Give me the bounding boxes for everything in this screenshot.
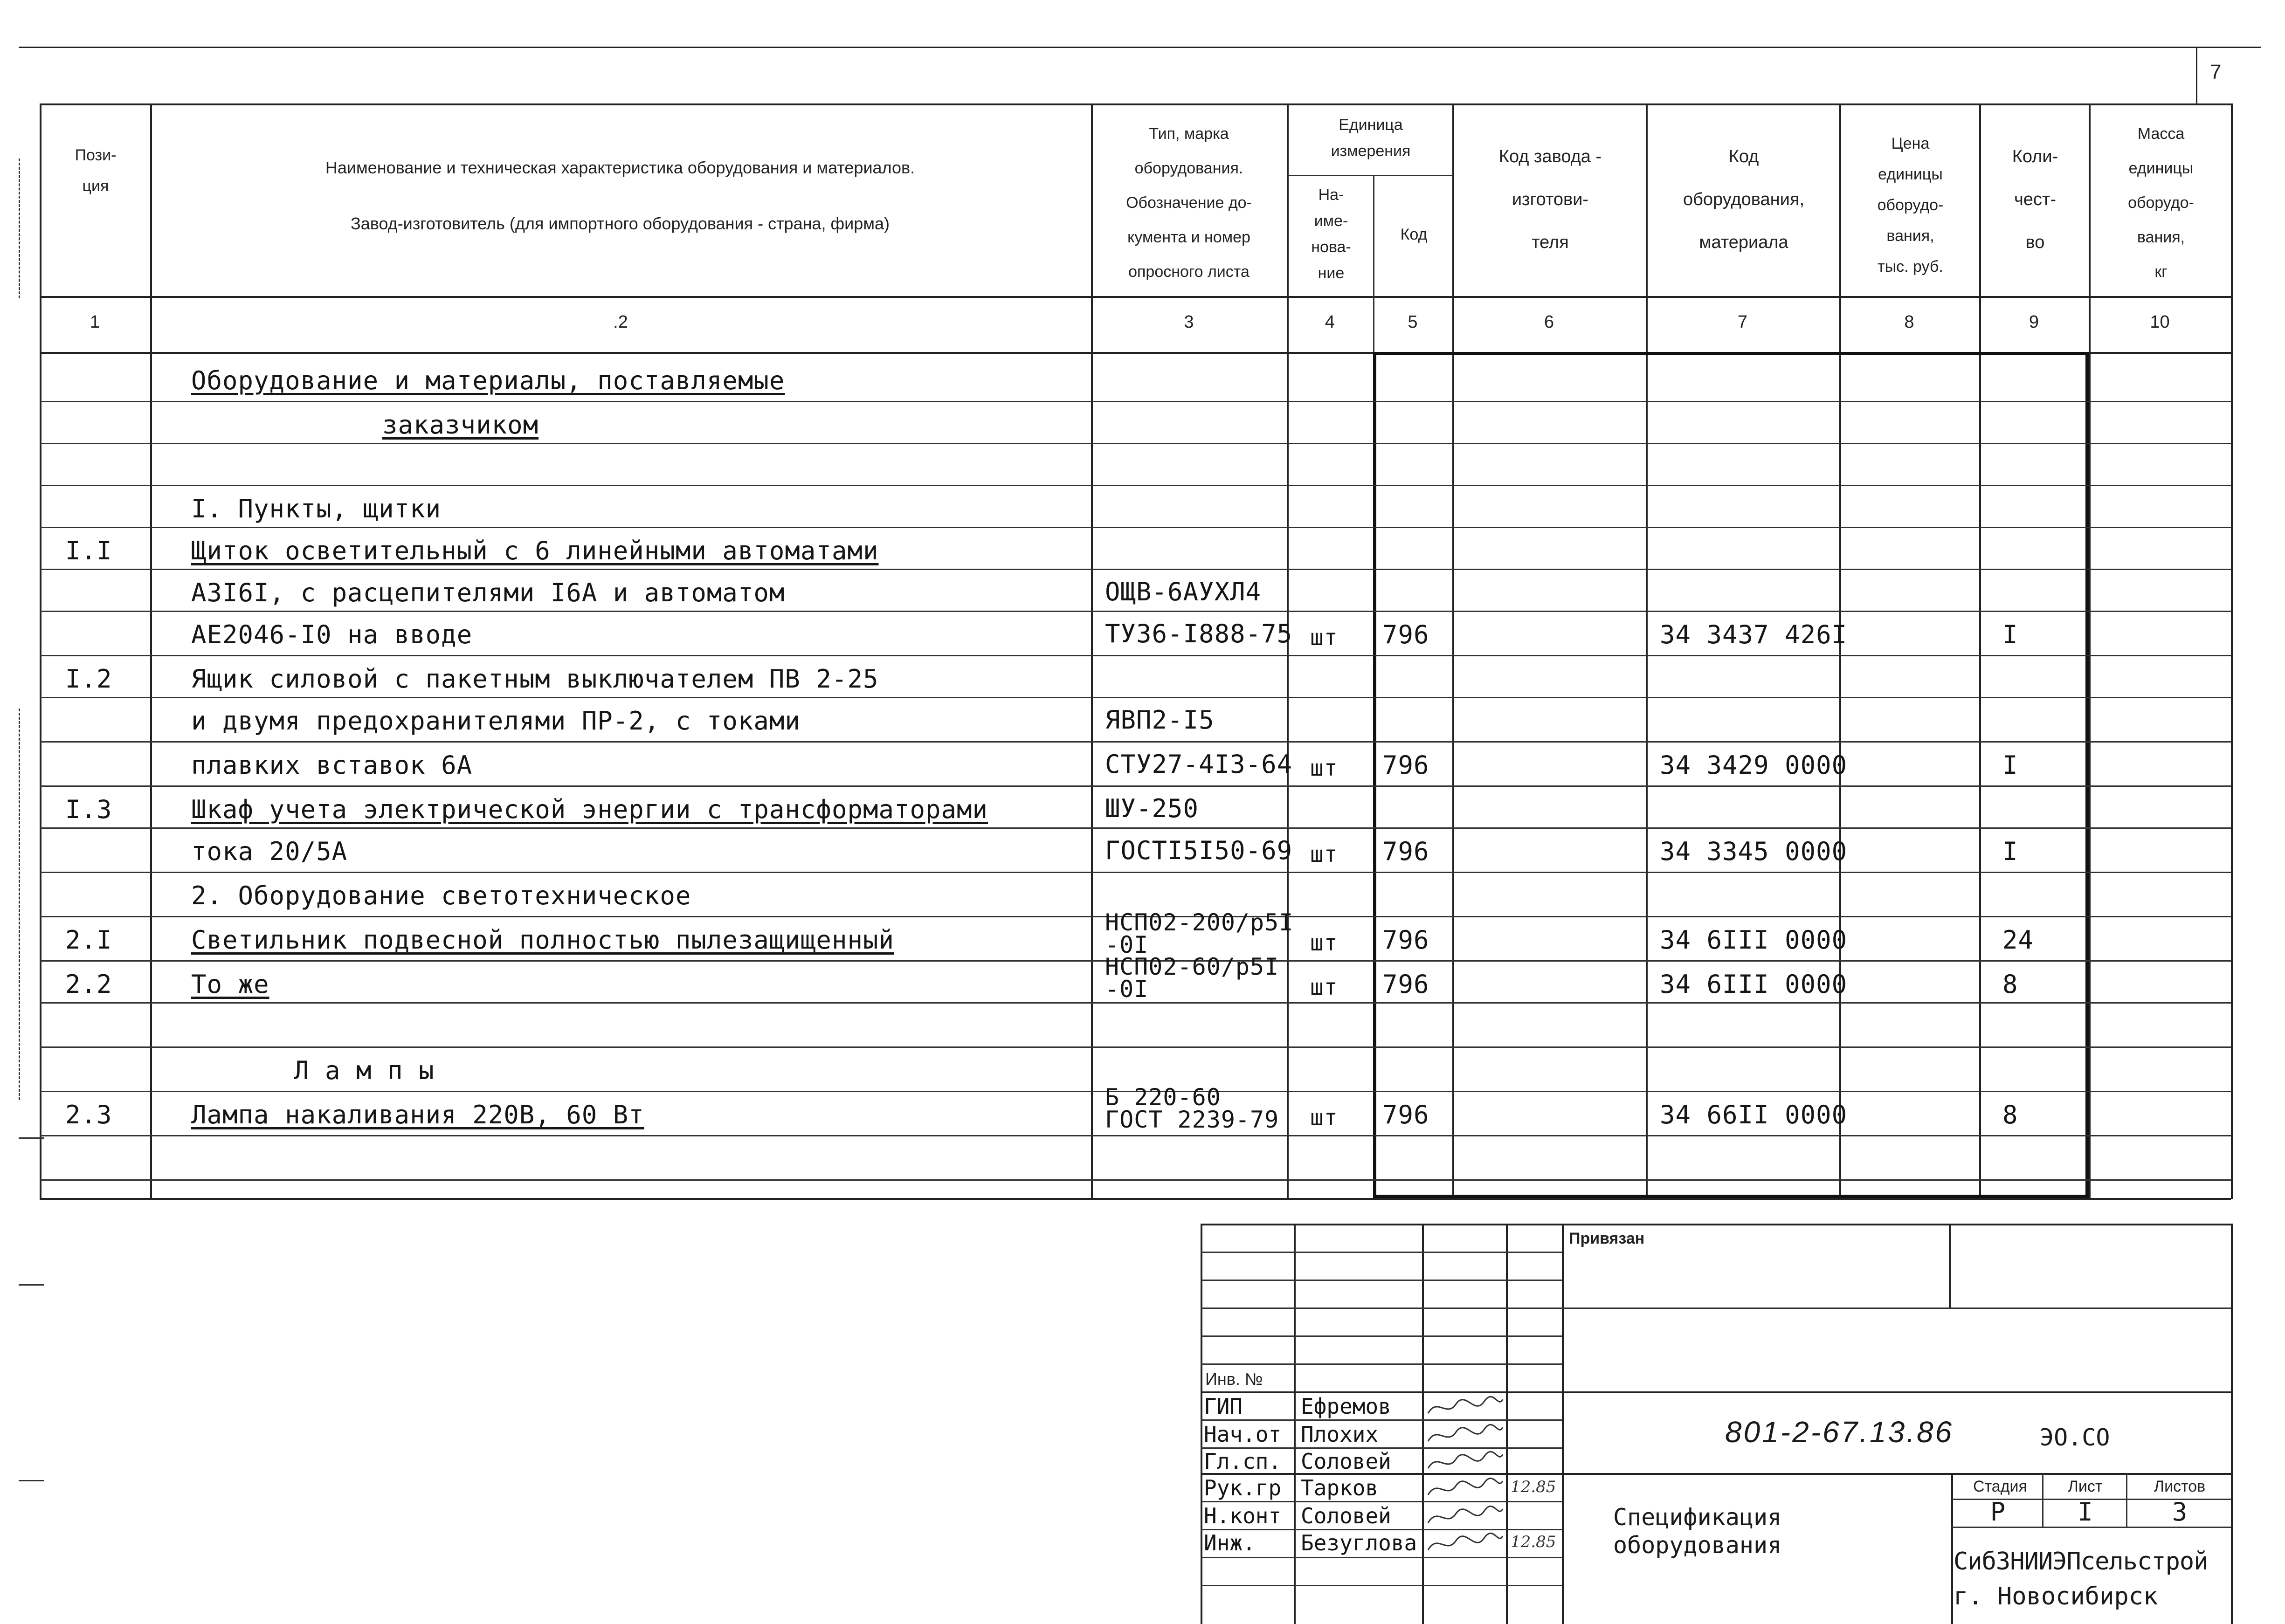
unit-group-divider	[1287, 175, 1452, 176]
header-name: Наименование и техническая характеристика оборудования и материалов. Завод-изготовитель (для импортного оборудования - страна, фирма)	[325, 158, 915, 233]
approval-date: 12.85	[1511, 1533, 1556, 1551]
approver-role: Инж.	[1204, 1530, 1256, 1555]
row-name: тока 20/5А	[191, 837, 348, 866]
col-line-3	[1287, 103, 1289, 1199]
stamp-r7	[1201, 1419, 1562, 1421]
approval-date: 12.85	[1511, 1478, 1556, 1496]
colnum-7: 7	[1737, 312, 1748, 332]
stamp-top	[1201, 1224, 2231, 1225]
doc-number: 801-2-67.13.86	[1725, 1415, 1954, 1449]
sheets-value: 3	[2172, 1497, 2188, 1527]
stamp-r2	[1201, 1280, 1562, 1281]
col-line-10	[2231, 103, 2233, 1199]
left-tick-1	[19, 1137, 44, 1139]
stamp-bound-divider	[1949, 1224, 1951, 1307]
stamp-stage-bottom	[1951, 1527, 2231, 1528]
row-unit: шт	[1310, 930, 1338, 956]
stamp-r6	[1201, 1391, 2231, 1393]
row-name: Лампа накаливания 220В, 60 Вт	[191, 1100, 644, 1129]
approver-name: Тарков	[1301, 1475, 1379, 1500]
stamp-left	[1201, 1224, 1202, 1624]
header-equip-code: Код оборудования, материала	[1683, 147, 1805, 252]
approver-role: Рук.гр	[1204, 1475, 1282, 1500]
org-name: СибЗНИИЭПсельстрой	[1954, 1548, 2208, 1576]
header-plant-code: Код завода - изготови- теля	[1498, 147, 1602, 252]
stamp-right	[2231, 1224, 2233, 1624]
stamp-sheet-col	[2126, 1473, 2127, 1527]
row-unit-code: 796	[1382, 620, 1429, 649]
row-name: 2. Оборудование светотехническое	[191, 881, 691, 910]
stage-value: Р	[1990, 1497, 2006, 1527]
row-name: А3I6I, с расцепителями I6А и автоматом	[191, 578, 785, 607]
header-mass: Масса единицы оборудо- вания, кг	[2128, 125, 2194, 281]
stamp-org-divider	[1951, 1473, 1953, 1624]
row-divider	[40, 872, 2231, 873]
row-divider	[40, 485, 2231, 486]
row-divider	[40, 741, 2231, 743]
row-divider	[40, 443, 2231, 444]
row-equip-code: 34 3345 0000	[1660, 837, 1848, 866]
row-name: АЕ2046-I0 на вводе	[191, 620, 473, 649]
row-position: 2.I	[65, 925, 112, 955]
col-line-1	[150, 103, 152, 1199]
stamp-col-4	[1562, 1224, 1564, 1624]
row-name: Л а м п ы	[294, 1056, 435, 1085]
row-unit-code: 796	[1382, 837, 1429, 866]
stage-label: Стадия	[1973, 1478, 2027, 1495]
row-name: Оборудование и материалы, поставляемые	[191, 366, 785, 395]
approver-name: Ефремов	[1301, 1394, 1391, 1419]
colnum-6: 6	[1544, 312, 1554, 332]
row-name: То же	[191, 970, 269, 999]
col-line-0	[40, 103, 41, 1199]
colnum-4: 4	[1325, 312, 1335, 332]
left-tick-3	[19, 1480, 44, 1481]
signature-scribble	[1426, 1504, 1505, 1530]
stamp-r5	[1201, 1363, 1562, 1365]
approver-name: Безуглова	[1301, 1530, 1417, 1555]
table-bottom-border	[40, 1198, 2231, 1200]
row-equip-code: 34 3429 0000	[1660, 750, 1848, 780]
signature-scribble	[1426, 1423, 1505, 1448]
row-qty: I	[2002, 620, 2018, 649]
colnum-9: 9	[2029, 312, 2039, 332]
approver-name: Плохих	[1301, 1422, 1379, 1447]
row-name: заказчиком	[382, 410, 539, 440]
row-unit: шт	[1310, 755, 1338, 781]
row-qty: 8	[2002, 1100, 2018, 1129]
colnum-2: .2	[613, 312, 628, 332]
row-divider	[40, 1135, 2231, 1136]
sheet-value: I	[2078, 1497, 2093, 1527]
header-bottom-border	[40, 296, 2231, 298]
row-unit: шт	[1310, 1105, 1338, 1131]
top-rule	[19, 47, 2261, 48]
table-top-border	[40, 103, 2231, 105]
org-city: г. Новосибирск	[1954, 1583, 2158, 1610]
row-type: ОЩВ-6АУХЛ4	[1105, 577, 1262, 606]
doc-suffix: ЭО.СО	[2040, 1424, 2110, 1451]
row-qty: I	[2002, 750, 2018, 780]
row-divider	[40, 611, 2231, 612]
row-type: Б 220-60 ГОСТ 2239-79	[1105, 1084, 1279, 1133]
doc-title: Спецификация оборудования	[1613, 1504, 1782, 1559]
row-unit: шт	[1310, 841, 1338, 867]
row-type: НСП02-200/р5I -0I	[1105, 909, 1294, 958]
left-tick-2	[19, 1284, 44, 1286]
row-divider	[40, 1046, 2231, 1048]
row-unit-code: 796	[1382, 925, 1429, 955]
approver-role: ГИП	[1204, 1394, 1243, 1419]
row-unit-code: 796	[1382, 970, 1429, 999]
corner-box-line	[2196, 47, 2197, 105]
stamp-r10	[1201, 1501, 1562, 1502]
row-name: и двумя предохранителями ПР-2, с токами	[191, 706, 801, 736]
stamp-col-3	[1506, 1224, 1508, 1624]
row-position: 2.3	[65, 1100, 112, 1129]
sheet-label: Лист	[2068, 1478, 2103, 1495]
row-qty: 24	[2002, 925, 2034, 955]
row-name: Шкаф учета электрической энергии с трансформаторами	[191, 795, 988, 824]
stamp-r1	[1201, 1252, 1562, 1253]
colnum-8: 8	[1904, 312, 1914, 332]
row-divider	[40, 655, 2231, 656]
row-name: плавких вставок 6А	[191, 750, 473, 780]
row-type: НСП02-60/р5I -0I	[1105, 953, 1279, 1003]
row-type: ТУ36-I888-75	[1105, 619, 1293, 648]
row-position: I.2	[65, 664, 112, 694]
colnum-5: 5	[1408, 312, 1418, 332]
row-type: ГОСТI5I50-69	[1105, 836, 1293, 865]
row-type: ШУ-250	[1105, 794, 1199, 823]
colnum-10: 10	[2150, 312, 2170, 332]
row-divider	[40, 827, 2231, 829]
row-unit: шт	[1310, 974, 1338, 1000]
corner-mark: 7	[2210, 61, 2222, 83]
header-unit-code: Код	[1400, 226, 1428, 243]
approver-role: Нач.от	[1204, 1422, 1282, 1447]
row-unit-code: 796	[1382, 750, 1429, 780]
stamp-col-2	[1422, 1224, 1424, 1624]
colnum-1: 1	[90, 312, 100, 332]
header-position: Пози- ция	[75, 146, 117, 195]
signature-scribble	[1426, 1395, 1505, 1420]
stamp-r3	[1201, 1307, 2231, 1309]
colnum-3: 3	[1184, 312, 1194, 332]
approver-role: Гл.сп.	[1204, 1449, 1282, 1474]
row-position: I.3	[65, 795, 112, 824]
header-unit-group: Единица измерения	[1331, 116, 1411, 160]
stamp-stage-col	[2042, 1473, 2043, 1527]
left-margin-mark-top	[19, 158, 20, 298]
row-equip-code: 34 6III 0000	[1660, 925, 1848, 955]
bound-label: Привязан	[1569, 1230, 1645, 1247]
stamp-r4	[1201, 1335, 1562, 1337]
row-name: Светильник подвесной полностью пылезащищенный	[191, 925, 894, 955]
stamp-r13	[1201, 1585, 1562, 1586]
row-unit-code: 796	[1382, 1100, 1429, 1129]
header-unit-name: На- име- нова- ние	[1311, 186, 1351, 282]
row-name: Щиток осветительный с 6 линейными автоматами	[191, 536, 879, 565]
row-name: Ящик силовой с пакетным выключателем ПВ 2-25	[191, 664, 879, 694]
row-equip-code: 34 3437 426I	[1660, 620, 1848, 649]
row-qty: I	[2002, 837, 2018, 866]
stamp-col-1	[1294, 1224, 1296, 1624]
row-divider	[40, 697, 2231, 698]
approver-role: Н.конт	[1204, 1503, 1282, 1528]
inv-label: Инв. №	[1205, 1369, 1263, 1389]
signature-scribble	[1426, 1476, 1505, 1502]
row-divider	[40, 785, 2231, 787]
row-unit: шт	[1310, 625, 1338, 651]
col-line-9	[2089, 103, 2091, 1199]
signature-scribble	[1426, 1531, 1505, 1557]
sheets-label: Листов	[2154, 1478, 2206, 1495]
row-equip-code: 34 6III 0000	[1660, 970, 1848, 999]
row-equip-code: 34 66II 0000	[1660, 1100, 1848, 1129]
row-type: ЯВП2-I5	[1105, 705, 1215, 735]
header-type: Тип, марка оборудования. Обозначение до- кумента и номер опросного листа	[1126, 125, 1252, 281]
stamp-r12	[1201, 1557, 1562, 1558]
row-divider	[40, 401, 2231, 402]
header-qty: Коли- чест- во	[2012, 147, 2058, 252]
row-divider	[40, 527, 2231, 528]
col-line-2	[1091, 103, 1093, 1199]
row-divider	[40, 569, 2231, 570]
approver-name: Соловей	[1301, 1503, 1391, 1528]
row-position: I.I	[65, 536, 112, 565]
row-name: I. Пункты, щитки	[191, 494, 442, 523]
row-type: СТУ27-4I3-64	[1105, 750, 1293, 779]
row-qty: 8	[2002, 970, 2018, 999]
header-price: Цена единицы оборудо- вания, тыс. руб.	[1877, 135, 1944, 275]
left-margin-mark-mid	[19, 709, 20, 1100]
signature-scribble	[1426, 1450, 1505, 1475]
row-position: 2.2	[65, 970, 112, 999]
approver-name: Соловей	[1301, 1449, 1391, 1474]
row-divider	[40, 1179, 2231, 1181]
